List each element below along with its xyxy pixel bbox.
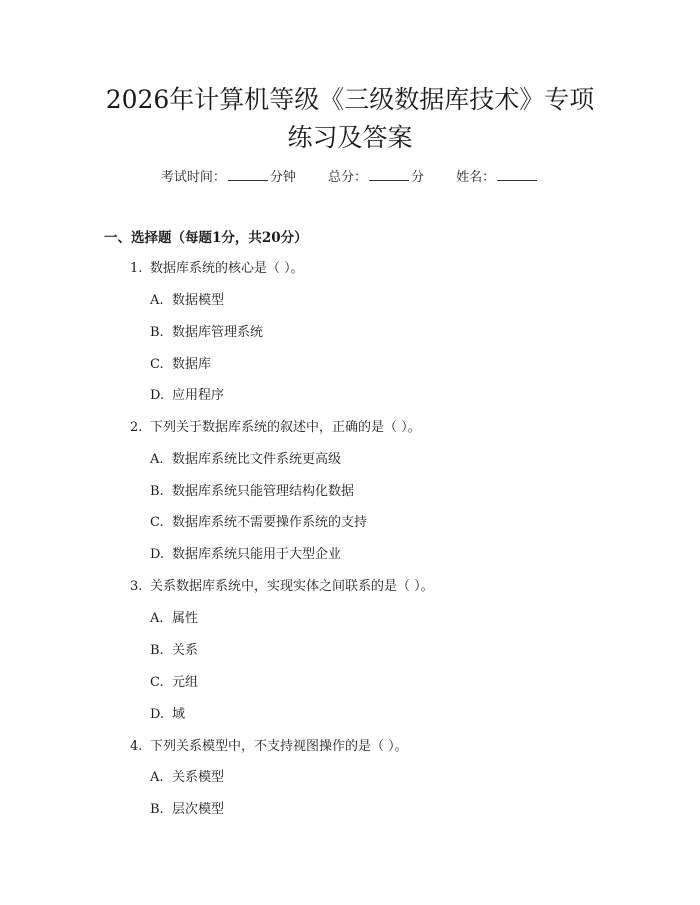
section-heading: 一、选择题（每题1分，共20分） [104,230,308,246]
option-letter: C. [150,675,164,690]
answer-option[interactable] [150,641,198,661]
option-text: 数据模型 [172,293,225,308]
option-text: 数据库 [172,357,212,372]
option-letter: A. [150,770,164,785]
question-text: 数据库系统的核心是（ ）。 [150,261,304,276]
total-score-field [328,167,424,188]
question [130,737,408,757]
answer-option[interactable] [150,545,341,565]
option-letter: B. [150,484,164,499]
option-letter: C. [150,357,164,372]
answer-option[interactable] [150,450,341,470]
total-score-unit: 分 [411,170,425,185]
total-score-label: 总分： [327,170,367,185]
total-score-blank[interactable] [369,167,409,181]
answer-option[interactable] [150,482,354,502]
question-text: 下列关于数据库系统的叙述中，正确的是（ ）。 [150,420,421,435]
student-name-field [456,167,539,188]
option-text: 域 [172,707,186,722]
exam-time-blank[interactable] [228,167,268,181]
answer-option[interactable] [150,800,224,820]
question-number: 1. [130,261,143,276]
answer-option[interactable] [150,705,185,725]
question-text: 下列关系模型中，不支持视图操作的是（ ）。 [150,739,408,754]
answer-option[interactable] [150,355,211,375]
answer-option[interactable] [150,386,224,406]
option-letter: B. [150,325,164,340]
option-text: 应用程序 [172,388,225,403]
option-letter: A. [150,293,164,308]
question [130,577,434,597]
option-text: 数据库系统只能用于大型企业 [172,547,342,562]
question-number: 4. [130,739,143,754]
page-title-line-1: 2026年计算机等级《三级数据库技术》专项 [105,85,595,114]
answer-option[interactable] [150,513,367,533]
option-letter: B. [150,643,164,658]
option-text: 数据库管理系统 [172,325,264,340]
option-text: 关系 [172,643,199,658]
option-letter: A. [150,611,164,626]
option-text: 数据库系统不需要操作系统的支持 [172,515,368,530]
student-name-blank[interactable] [497,167,537,181]
question-text: 关系数据库系统中，实现实体之间联系的是（ ）。 [150,579,434,594]
option-letter: A. [150,452,164,467]
exam-time-unit: 分钟 [269,170,296,185]
answer-option[interactable] [150,291,224,311]
question [130,418,421,438]
option-text: 数据库系统只能管理结构化数据 [172,484,355,499]
question [130,259,304,279]
student-name-label: 姓名： [456,170,496,185]
page-title-line-2: 练习及答案 [287,123,413,152]
answer-option[interactable] [150,673,198,693]
answer-option[interactable] [150,609,198,629]
question-number: 2. [130,420,143,435]
option-text: 属性 [172,611,199,626]
answer-option[interactable] [150,323,263,343]
option-text: 层次模型 [172,802,225,817]
option-letter: D. [150,388,165,403]
exam-time-field [161,167,296,188]
exam-time-label: 考试时间： [160,170,226,185]
option-letter: D. [150,707,165,722]
option-letter: B. [150,802,164,817]
option-text: 元组 [172,675,199,690]
exam-info-row [0,167,700,188]
option-letter: D. [150,547,165,562]
answer-option[interactable] [150,768,224,788]
option-letter: C. [150,515,164,530]
option-text: 数据库系统比文件系统更高级 [172,452,342,467]
question-number: 3. [130,579,143,594]
option-text: 关系模型 [172,770,225,785]
